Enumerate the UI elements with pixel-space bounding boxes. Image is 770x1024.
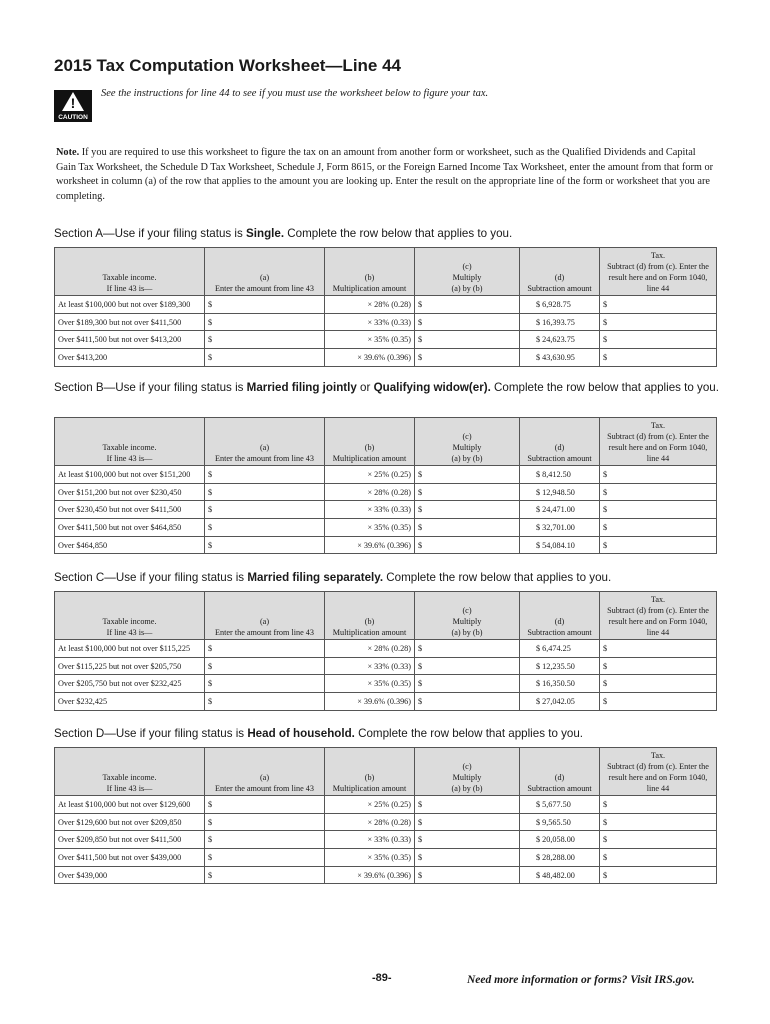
multiply-result-field[interactable]: $: [415, 501, 520, 519]
multiply-result-field[interactable]: $: [415, 813, 520, 831]
subtraction-amount-cell: $ 24,623.75: [520, 331, 600, 349]
table-row: [55, 796, 717, 814]
amount-line43-field[interactable]: $: [205, 296, 325, 314]
footer-text: Need more information or forms? Visit IRS.gov.: [467, 974, 695, 986]
multiply-result-field[interactable]: $: [415, 349, 520, 367]
table-row: [55, 866, 717, 884]
col-header-d: (d) Subtraction amount: [520, 592, 600, 640]
amount-line43-field[interactable]: $: [205, 657, 325, 675]
header-row: [55, 248, 717, 296]
tax-result-field[interactable]: $: [600, 483, 717, 501]
multiplication-amount-cell: × 39.6% (0.396): [325, 349, 415, 367]
col-header-taxable-income: Taxable income. If line 43 is—: [55, 248, 205, 296]
amount-line43-field[interactable]: $: [205, 831, 325, 849]
income-range-cell: Over $411,500 but not over $464,850: [55, 519, 205, 537]
table-row: [55, 693, 717, 711]
income-range-cell: Over $439,000: [55, 866, 205, 884]
col-header-a: (a) Enter the amount from line 43: [205, 248, 325, 296]
multiplication-amount-cell: × 35% (0.35): [325, 675, 415, 693]
multiply-result-field[interactable]: $: [415, 796, 520, 814]
multiply-result-field[interactable]: $: [415, 849, 520, 867]
income-range-cell: Over $115,225 but not over $205,750: [55, 657, 205, 675]
tax-result-field[interactable]: $: [600, 657, 717, 675]
multiply-result-field[interactable]: $: [415, 466, 520, 484]
amount-line43-field[interactable]: $: [205, 866, 325, 884]
multiply-result-field[interactable]: $: [415, 693, 520, 711]
subtraction-amount-cell: $ 12,948.50: [520, 483, 600, 501]
col-header-tax: Tax. Subtract (d) from (c). Enter the result here and on Form 1040, line 44: [600, 248, 717, 296]
header-row: [55, 418, 717, 466]
col-header-d: (d) Subtraction amount: [520, 418, 600, 466]
amount-line43-field[interactable]: $: [205, 466, 325, 484]
tax-result-field[interactable]: $: [600, 640, 717, 658]
col-header-a: (a) Enter the amount from line 43: [205, 592, 325, 640]
multiplication-amount-cell: × 39.6% (0.396): [325, 866, 415, 884]
multiplication-amount-cell: × 33% (0.33): [325, 657, 415, 675]
col-header-d: (d) Subtraction amount: [520, 748, 600, 796]
col-header-tax: Tax. Subtract (d) from (c). Enter the result here and on Form 1040, line 44: [600, 418, 717, 466]
table-row: [55, 640, 717, 658]
col-header-c: (c) Multiply (a) by (b): [415, 248, 520, 296]
tax-result-field[interactable]: $: [600, 866, 717, 884]
income-range-cell: Over $411,500 but not over $413,200: [55, 331, 205, 349]
section-a-table: [54, 247, 717, 367]
tax-result-field[interactable]: $: [600, 519, 717, 537]
amount-line43-field[interactable]: $: [205, 331, 325, 349]
col-header-tax: Tax. Subtract (d) from (c). Enter the result here and on Form 1040, line 44: [600, 748, 717, 796]
tax-result-field[interactable]: $: [600, 313, 717, 331]
income-range-cell: At least $100,000 but not over $189,300: [55, 296, 205, 314]
col-header-c: (c) Multiply (a) by (b): [415, 748, 520, 796]
multiplication-amount-cell: × 35% (0.35): [325, 331, 415, 349]
table-row: [55, 313, 717, 331]
col-header-c: (c) Multiply (a) by (b): [415, 418, 520, 466]
table-row: [55, 849, 717, 867]
caution-icon: ! CAUTION: [54, 90, 92, 122]
amount-line43-field[interactable]: $: [205, 501, 325, 519]
section-b-heading: Section B—Use if your filing status is Married filing jointly or Qualifying widow(er). Complete the row below that applies to you.: [54, 381, 719, 394]
subtraction-amount-cell: $ 6,928.75: [520, 296, 600, 314]
multiply-result-field[interactable]: $: [415, 866, 520, 884]
subtraction-amount-cell: $ 48,482.00: [520, 866, 600, 884]
tax-result-field[interactable]: $: [600, 296, 717, 314]
table-row: [55, 813, 717, 831]
amount-line43-field[interactable]: $: [205, 483, 325, 501]
col-header-c: (c) Multiply (a) by (b): [415, 592, 520, 640]
note-paragraph: [56, 146, 716, 204]
caution-text: See the instructions for line 44 to see if you must use the worksheet below to figure your tax.: [101, 88, 489, 99]
income-range-cell: Over $413,200: [55, 349, 205, 367]
col-header-d: (d) Subtraction amount: [520, 248, 600, 296]
multiply-result-field[interactable]: $: [415, 296, 520, 314]
tax-result-field[interactable]: $: [600, 849, 717, 867]
multiply-result-field[interactable]: $: [415, 675, 520, 693]
amount-line43-field[interactable]: $: [205, 849, 325, 867]
amount-line43-field[interactable]: $: [205, 813, 325, 831]
subtraction-amount-cell: $ 16,350.50: [520, 675, 600, 693]
multiplication-amount-cell: × 28% (0.28): [325, 640, 415, 658]
income-range-cell: Over $151,200 but not over $230,450: [55, 483, 205, 501]
multiplication-amount-cell: × 33% (0.33): [325, 501, 415, 519]
multiplication-amount-cell: × 28% (0.28): [325, 483, 415, 501]
subtraction-amount-cell: $ 43,630.95: [520, 349, 600, 367]
tax-result-field[interactable]: $: [600, 831, 717, 849]
multiply-result-field[interactable]: $: [415, 483, 520, 501]
income-range-cell: Over $464,850: [55, 536, 205, 554]
table-row: [55, 657, 717, 675]
col-header-taxable-income: Taxable income. If line 43 is—: [55, 592, 205, 640]
multiplication-amount-cell: × 33% (0.33): [325, 831, 415, 849]
subtraction-amount-cell: $ 28,288.00: [520, 849, 600, 867]
table-row: [55, 331, 717, 349]
amount-line43-field[interactable]: $: [205, 313, 325, 331]
subtraction-amount-cell: $ 32,701.00: [520, 519, 600, 537]
section-d-table: [54, 747, 717, 884]
col-header-b: (b) Multiplication amount: [325, 248, 415, 296]
subtraction-amount-cell: $ 27,042.05: [520, 693, 600, 711]
page-number: -89-: [372, 972, 392, 984]
subtraction-amount-cell: $ 6,474.25: [520, 640, 600, 658]
multiplication-amount-cell: × 25% (0.25): [325, 466, 415, 484]
note-label: Note.: [56, 147, 80, 158]
subtraction-amount-cell: $ 16,393.75: [520, 313, 600, 331]
tax-result-field[interactable]: $: [600, 349, 717, 367]
multiply-result-field[interactable]: $: [415, 519, 520, 537]
income-range-cell: Over $230,450 but not over $411,500: [55, 501, 205, 519]
table-row: [55, 519, 717, 537]
subtraction-amount-cell: $ 20,058.00: [520, 831, 600, 849]
income-range-cell: Over $205,750 but not over $232,425: [55, 675, 205, 693]
col-header-a: (a) Enter the amount from line 43: [205, 418, 325, 466]
subtraction-amount-cell: $ 54,084.10: [520, 536, 600, 554]
section-d-heading: Section D—Use if your filing status is Head of household. Complete the row below that applies to you.: [54, 727, 584, 740]
tax-result-field[interactable]: $: [600, 675, 717, 693]
table-row: [55, 483, 717, 501]
amount-line43-field[interactable]: $: [205, 519, 325, 537]
tax-result-field[interactable]: $: [600, 796, 717, 814]
income-range-cell: Over $189,300 but not over $411,500: [55, 313, 205, 331]
multiplication-amount-cell: × 35% (0.35): [325, 849, 415, 867]
table-row: [55, 296, 717, 314]
income-range-cell: Over $411,500 but not over $439,000: [55, 849, 205, 867]
col-header-taxable-income: Taxable income. If line 43 is—: [55, 748, 205, 796]
subtraction-amount-cell: $ 24,471.00: [520, 501, 600, 519]
subtraction-amount-cell: $ 9,565.50: [520, 813, 600, 831]
multiplication-amount-cell: × 33% (0.33): [325, 313, 415, 331]
income-range-cell: At least $100,000 but not over $115,225: [55, 640, 205, 658]
table-row: [55, 466, 717, 484]
note-text: If you are required to use this worksheet to figure the tax on an amount from another form or worksheet, such as the Qualified Dividends and Capital Gain Tax Worksheet, the Schedule D Tax Worksheet, Schedule J, Form 8615, or the Foreign Earned Income Tax Worksheet, enter the amount from that form or worksheet in column (a) of the row that applies to the amount you are looking up. Enter the result on the appropriate line of the form or worksheet that you are completing.: [56, 147, 714, 202]
amount-line43-field[interactable]: $: [205, 693, 325, 711]
amount-line43-field[interactable]: $: [205, 349, 325, 367]
multiply-result-field[interactable]: $: [415, 536, 520, 554]
section-c-heading: Section C—Use if your filing status is Married filing separately. Complete the row below that applies to you.: [54, 571, 612, 584]
multiplication-amount-cell: × 25% (0.25): [325, 796, 415, 814]
col-header-a: (a) Enter the amount from line 43: [205, 748, 325, 796]
tax-result-field[interactable]: $: [600, 693, 717, 711]
col-header-taxable-income: Taxable income. If line 43 is—: [55, 418, 205, 466]
amount-line43-field[interactable]: $: [205, 675, 325, 693]
multiply-result-field[interactable]: $: [415, 313, 520, 331]
multiply-result-field[interactable]: $: [415, 640, 520, 658]
table-row: [55, 675, 717, 693]
income-range-cell: At least $100,000 but not over $151,200: [55, 466, 205, 484]
header-row: [55, 592, 717, 640]
col-header-b: (b) Multiplication amount: [325, 592, 415, 640]
subtraction-amount-cell: $ 12,235.50: [520, 657, 600, 675]
amount-line43-field[interactable]: $: [205, 796, 325, 814]
table-row: [55, 501, 717, 519]
tax-result-field[interactable]: $: [600, 331, 717, 349]
multiply-result-field[interactable]: $: [415, 331, 520, 349]
col-header-b: (b) Multiplication amount: [325, 418, 415, 466]
multiply-result-field[interactable]: $: [415, 657, 520, 675]
tax-result-field[interactable]: $: [600, 536, 717, 554]
table-row: [55, 536, 717, 554]
income-range-cell: Over $232,425: [55, 693, 205, 711]
section-b-table: [54, 417, 717, 554]
multiplication-amount-cell: × 28% (0.28): [325, 296, 415, 314]
table-row: [55, 831, 717, 849]
tax-result-field[interactable]: $: [600, 813, 717, 831]
tax-result-field[interactable]: $: [600, 501, 717, 519]
amount-line43-field[interactable]: $: [205, 536, 325, 554]
multiplication-amount-cell: × 39.6% (0.396): [325, 536, 415, 554]
multiply-result-field[interactable]: $: [415, 831, 520, 849]
section-c-table: [54, 591, 717, 711]
multiplication-amount-cell: × 35% (0.35): [325, 519, 415, 537]
worksheet-title: 2015 Tax Computation Worksheet—Line 44: [54, 56, 402, 75]
subtraction-amount-cell: $ 8,412.50: [520, 466, 600, 484]
col-header-tax: Tax. Subtract (d) from (c). Enter the result here and on Form 1040, line 44: [600, 592, 717, 640]
section-a-heading: Section A—Use if your filing status is Single. Complete the row below that applies to you.: [54, 227, 513, 240]
income-range-cell: Over $129,600 but not over $209,850: [55, 813, 205, 831]
col-header-b: (b) Multiplication amount: [325, 748, 415, 796]
multiplication-amount-cell: × 39.6% (0.396): [325, 693, 415, 711]
amount-line43-field[interactable]: $: [205, 640, 325, 658]
income-range-cell: Over $209,850 but not over $411,500: [55, 831, 205, 849]
subtraction-amount-cell: $ 5,677.50: [520, 796, 600, 814]
table-row: [55, 349, 717, 367]
header-row: [55, 748, 717, 796]
tax-result-field[interactable]: $: [600, 466, 717, 484]
multiplication-amount-cell: × 28% (0.28): [325, 813, 415, 831]
caution-label: CAUTION: [58, 114, 88, 121]
income-range-cell: At least $100,000 but not over $129,600: [55, 796, 205, 814]
